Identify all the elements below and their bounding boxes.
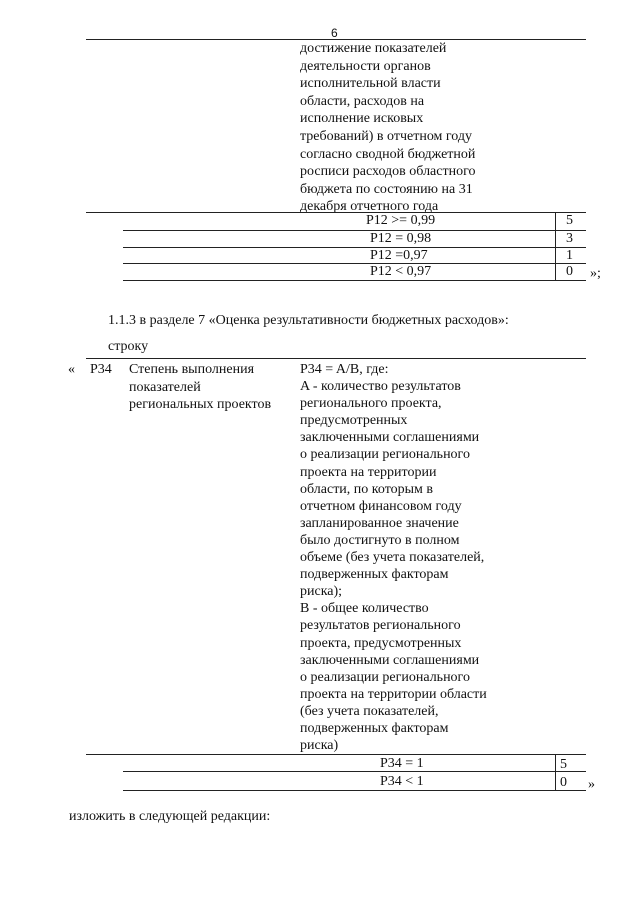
table-1-text-line: исполнение исковых <box>300 111 424 127</box>
table-2-formula-line: отчетном финансовом году <box>300 498 462 514</box>
table-1-score: 5 <box>566 213 573 228</box>
table-2-formula-line: подверженных факторам <box>300 567 449 583</box>
table-2-rule <box>123 790 586 791</box>
table-2-formula-line: запланированное значение <box>300 515 459 531</box>
table-1-rule <box>123 230 586 231</box>
table-1-rule <box>123 280 586 281</box>
table-2-name-line: Степень выполнения <box>129 362 255 377</box>
word-stroku: строку <box>108 339 149 354</box>
table-2-formula-line: заключенными соглашениями <box>300 652 480 668</box>
table-2-formula-line: B - общее количество <box>300 601 429 617</box>
table-1-text-line: требований) в отчетном году <box>300 128 473 144</box>
table-1-description <box>300 40 476 216</box>
table-1-text-line: достижение показателей <box>300 41 447 56</box>
table-1-closing-quote: »; <box>590 266 601 281</box>
table-1-condition: P12 >= 0,99 <box>366 213 436 228</box>
table-1-text-line: деятельности органов <box>300 58 431 74</box>
table-1-text-line: исполнительной власти <box>300 76 441 92</box>
table-1-rule <box>123 263 586 264</box>
table-2-formula-line: A - количество результатов <box>300 379 461 395</box>
table-1-score: 3 <box>566 231 573 246</box>
table-2-rule <box>86 754 586 755</box>
table-2-formula-line: регионального проекта, <box>300 396 442 412</box>
table-2-formula-line: проекта, предусмотренных <box>300 635 462 651</box>
table-1-rule <box>123 247 586 248</box>
table-1-score: 1 <box>566 248 573 263</box>
table-2-open-quote: « <box>68 362 75 377</box>
table-2-indicator-name <box>129 361 271 414</box>
table-2-formula <box>300 361 487 754</box>
table-1-text-line: области, расходов на <box>300 93 425 109</box>
page-number: 6 <box>331 26 338 40</box>
table-2-score-divider <box>555 754 556 790</box>
table-1-condition: P12 =0,97 <box>370 248 428 263</box>
table-2-formula-line: предусмотренных <box>300 413 408 429</box>
table-1-score-divider <box>555 212 556 280</box>
table-2-rule <box>123 771 586 772</box>
table-2-formula-line: проекта на территории <box>300 464 437 480</box>
table-1-condition: P12 < 0,97 <box>370 264 432 279</box>
table-2-closing-quote: » <box>588 777 595 792</box>
table-2-score: 5 <box>560 757 567 772</box>
final-instruction: изложить в следующей редакции: <box>69 809 271 824</box>
table-1-score: 0 <box>566 264 573 279</box>
table-2-formula-line: (без учета показателей, <box>300 703 439 719</box>
table-2-formula-line: объеме (без учета показателей, <box>300 550 485 566</box>
table-2-formula-line: P34 = A/B, где: <box>300 362 389 377</box>
table-1-text-line: согласно сводной бюджетной <box>300 146 476 162</box>
table-2-formula-line: о реализации регионального <box>300 669 470 685</box>
table-2-name-line: региональных проектов <box>129 397 272 413</box>
table-2-formula-line: заключенными соглашениями <box>300 430 480 446</box>
table-2-formula-line: подверженных факторам <box>300 720 449 736</box>
table-2-formula-line: результатов регионального <box>300 618 461 634</box>
table-2-formula-line: о реализации регионального <box>300 447 470 463</box>
table-2-name-line: показателей <box>129 379 201 395</box>
table-2-top-rule <box>86 358 586 359</box>
table-2-formula-line: проекта на территории области <box>300 686 487 702</box>
table-1-rule <box>86 212 586 213</box>
table-2-formula-line: риска) <box>300 738 339 754</box>
table-2-condition: P34 = 1 <box>380 756 424 771</box>
table-2-condition: P34 < 1 <box>380 774 424 789</box>
table-1-condition: P12 = 0,98 <box>370 231 432 246</box>
table-1-text-line: бюджета по состоянию на 31 <box>300 181 473 197</box>
table-2-formula-line: было достигнуто в полном <box>300 532 460 548</box>
section-heading: 1.1.3 в разделе 7 «Оценка результативности бюджетных расходов»: <box>108 313 509 328</box>
table-1-text-line: декабря отчетного года <box>300 199 439 215</box>
table-2-score: 0 <box>560 775 567 790</box>
table-2-formula-line: области, по которым в <box>300 481 434 497</box>
table-2-code: P34 <box>90 362 112 377</box>
table-2-formula-line: риска); <box>300 584 343 600</box>
table-1-text-line: росписи расходов областного <box>300 164 476 180</box>
